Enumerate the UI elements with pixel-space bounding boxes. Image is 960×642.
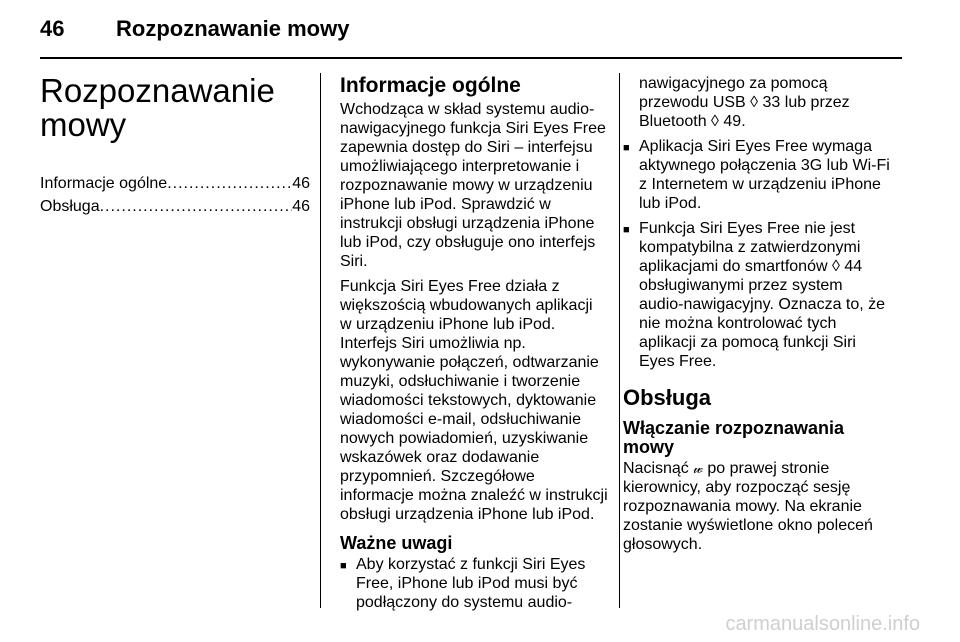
toc-entry[interactable] bbox=[40, 174, 310, 197]
bullet-text: nawigacyjnego za pomocą przewodu USB ◊ 33 lub przez Bluetooth ◊ 49. bbox=[639, 75, 850, 130]
toc-column bbox=[40, 74, 310, 220]
toc-leader-dots bbox=[100, 197, 293, 216]
column-divider-2 bbox=[619, 73, 620, 608]
subheading-enable-voice: Włączanie rozpoznawania mowy bbox=[623, 418, 845, 457]
toc-entry-page: 46 bbox=[292, 198, 310, 215]
paragraph: Nacisnąć 𝓌 po prawej stronie kierownicy, aby rozpocząć sesję rozpoznawania mowy. Na ekranie zostanie wyświetlone okno poleceń głosowych. bbox=[623, 460, 873, 553]
header-divider bbox=[40, 57, 902, 59]
toc-entry-label: Informacje ogólne bbox=[40, 175, 168, 192]
running-header-title: Rozpoznawanie mowy bbox=[116, 16, 350, 41]
section-heading-general: Informacje ogólne bbox=[340, 74, 521, 97]
square-bullet-icon: ■ bbox=[623, 224, 630, 236]
square-bullet-icon: ■ bbox=[623, 142, 630, 154]
square-bullet-icon: ■ bbox=[340, 560, 347, 572]
bullet-item-continued bbox=[623, 74, 913, 131]
toc-entry[interactable] bbox=[40, 197, 310, 220]
subheading-important-notes: Ważne uwagi bbox=[340, 533, 453, 553]
table-of-contents bbox=[40, 174, 310, 220]
bullet-item bbox=[340, 555, 608, 612]
content-column-2 bbox=[623, 74, 913, 560]
toc-entry-page: 46 bbox=[292, 175, 310, 192]
content-column-1 bbox=[340, 74, 608, 618]
paragraph: Wchodząca w skład systemu audio- nawigacyjnego funkcja Siri Eyes Free zapewnia dostęp do Siri – interfejsu umożliwiającego interpretowanie i rozpoznawanie mowy w urządzeniu iPhone lub iPod. Sprawdzić w instrukcji obsługi urządzenia iPhone lub iPod, czy obsługuje ono interfejs Siri. bbox=[340, 101, 606, 270]
toc-leader-dots bbox=[167, 174, 292, 193]
toc-entry-label: Obsługa bbox=[40, 198, 100, 215]
bullet-text: Aby korzystać z funkcji Siri Eyes Free, iPhone lub iPod musi być podłączony do systemu audio- bbox=[356, 556, 586, 611]
bullet-text: Funkcja Siri Eyes Free nie jest kompatybilna z zatwierdzonymi aplikacjami do smartfonów ◊ 44 obsługiwanymi przez system audio-nawigacyjny. Oznacza to, że nie można kontrolować tych aplikacji za pomocą funkcji Siri Eyes Free. bbox=[639, 220, 886, 370]
bullet-item bbox=[623, 137, 913, 213]
voice-control-icon: 𝓌 bbox=[693, 460, 703, 476]
section-heading-operation: Obsługa bbox=[623, 385, 712, 410]
bullet-item bbox=[623, 219, 913, 371]
paragraph: Funkcja Siri Eyes Free działa z większością wbudowanych aplikacji w urządzeniu iPhone lub iPod. Interfejs Siri umożliwia np. wykonywanie połączeń, odtwarzanie muzyki, odsłuchiwanie i tworzenie wiadomości tekstowych, dyktowanie wiadomości e-mail, odsłuchiwanie nowych powiadomień, uzyskiwanie wskazówek oraz dodawanie przypomnień. Szczegółowe informacje można znaleźć w instrukcji obsługi urządzenia iPhone lub iPod. bbox=[340, 278, 608, 523]
chapter-title: Rozpoznawanie mowy bbox=[40, 72, 275, 143]
column-divider-1 bbox=[320, 73, 321, 608]
watermark: carmanualsonline.info bbox=[725, 613, 920, 635]
page-number: 46 bbox=[40, 16, 65, 41]
bullet-text: Aplikacja Siri Eyes Free wymaga aktywnego połączenia 3G lub Wi-Fi z Internetem w urządzeniu iPhone lub iPod. bbox=[639, 138, 890, 212]
